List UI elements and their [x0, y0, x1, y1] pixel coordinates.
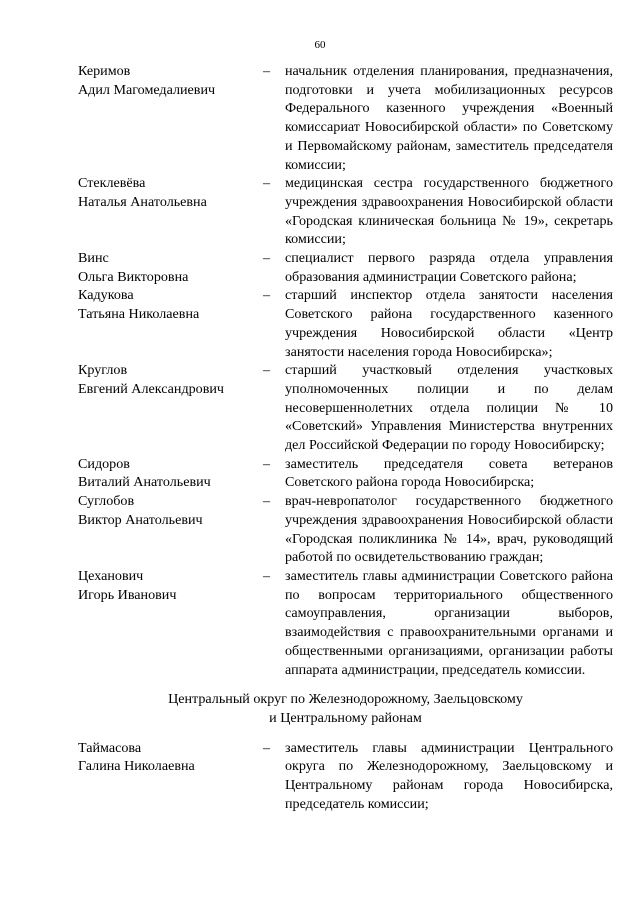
member-position: врач-невропатолог государственного бюджетного учреждения здравоохранения Новосибирской области «Городская поликлиника № 14», врач, руководящий работой по освидетельствованию граждан; [285, 493, 613, 566]
member-surname: Таймасова [78, 739, 142, 756]
section-heading-line: Центральный округ по Железнодорожному, Заельцовскому [168, 691, 523, 708]
member-surname: Стеклевёва [78, 175, 146, 192]
member-name [78, 249, 263, 286]
section-heading [78, 690, 613, 727]
member-name [78, 492, 263, 567]
dash-separator: – [263, 362, 271, 379]
section-heading-line: и Центральному районам [269, 709, 422, 726]
member-given-names: Адил Магомедалиевич [78, 81, 216, 98]
member-name [78, 455, 263, 492]
member-position: специалист первого разряда отдела управления образования администрации Советского района; [285, 250, 613, 285]
member-given-names: Виталий Анатольевич [78, 474, 211, 491]
page-number: 60 [314, 39, 326, 51]
member-entry [78, 174, 613, 249]
member-name [78, 174, 263, 249]
member-position: старший инспектор отдела занятости населения Советского района государственного казенного учреждения Новосибирской области «Центр занятости населения города Новосибирска»; [285, 287, 613, 360]
member-given-names: Игорь Иванович [78, 586, 177, 603]
member-given-names: Татьяна Николаевна [78, 306, 200, 323]
member-surname: Винс [78, 250, 109, 267]
dash-separator: – [263, 287, 271, 304]
member-name [78, 567, 263, 679]
member-given-names: Евгений Александрович [78, 380, 225, 397]
member-position: начальник отделения планирования, предназначения, подготовки и учета мобилизационных ресурсов Федерального казенного учреждения «Военный комиссариат Новосибирской области» по Советскому и Первомайскому районам, заместитель председателя комиссии; [285, 63, 613, 173]
member-entry [78, 286, 613, 361]
member-surname: Круглов [78, 362, 128, 379]
document-body [78, 62, 613, 813]
member-position: заместитель главы администрации Советского района по вопросам территориального общественного самоуправления, организации выборов, взаимодействия с правоохранительными органами и общественными организациями, организации работы аппарата администрации, председатель комиссии. [285, 567, 613, 678]
member-position: медицинская сестра государственного бюджетного учреждения здравоохранения Новосибирской области «Городская клиническая больница № 19», секретарь комиссии; [285, 175, 613, 248]
member-given-names: Виктор Анатольевич [78, 511, 203, 528]
dash-separator: – [263, 63, 271, 79]
member-surname: Суглобов [78, 493, 135, 510]
member-entry [78, 361, 613, 455]
member-name [78, 62, 263, 174]
member-given-names: Галина Николаевна [78, 758, 195, 775]
member-surname: Кадукова [78, 287, 134, 304]
dash-separator: – [263, 250, 271, 267]
member-entry [78, 249, 613, 286]
dash-separator: – [263, 175, 271, 192]
member-name [78, 361, 263, 455]
member-position: старший участковый отделения участковых уполномоченных полиции и по делам несовершеннолетних отдела полиции № 10 «Советский» Управления Министерства внутренних дел Российской Федерации по городу Новосибирску; [285, 362, 613, 454]
member-entry [78, 567, 613, 679]
member-position: заместитель главы администрации Центрального округа по Железнодорожному, Заельцовскому и Центральному районам города Новосибирска, председатель комиссии; [285, 739, 613, 812]
dash-separator: – [263, 455, 271, 472]
member-surname: Сидоров [78, 455, 130, 472]
member-name [78, 286, 263, 361]
dash-separator: – [263, 493, 271, 510]
member-entry [78, 455, 613, 492]
member-name [78, 739, 263, 814]
member-entry [78, 739, 613, 814]
member-position: заместитель председателя совета ветеранов Советского района города Новосибирска; [285, 455, 613, 491]
member-given-names: Наталья Анатольевна [78, 193, 207, 210]
member-given-names: Ольга Викторовна [78, 268, 189, 285]
dash-separator: – [263, 567, 271, 584]
member-surname: Керимов [78, 63, 131, 79]
dash-separator: – [263, 739, 271, 756]
member-entry [78, 492, 613, 567]
member-entry [78, 62, 613, 174]
member-surname: Цеханович [78, 567, 144, 584]
